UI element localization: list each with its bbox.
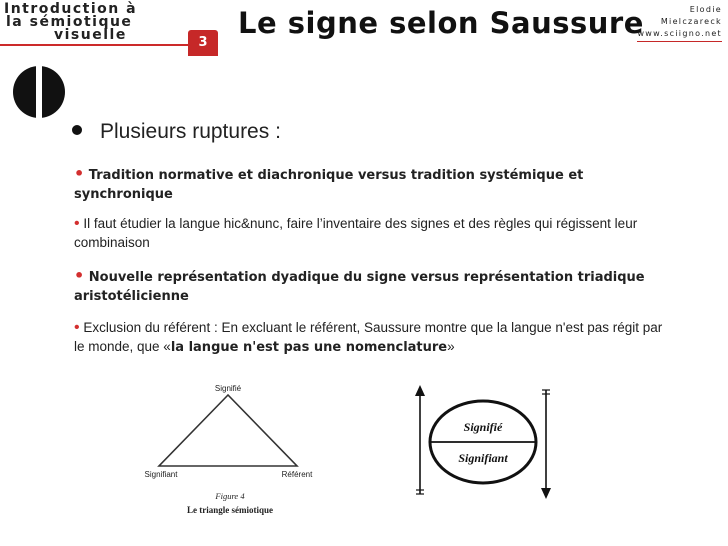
paragraph-exclusion-bold: la langue n'est pas une nomenclature xyxy=(170,340,448,355)
paragraph-tradition-text: Tradition normative et diachronique versus tradition systémique et synchronique xyxy=(74,168,584,202)
red-bullet-icon: • xyxy=(74,266,85,285)
paragraph-etudier-text: Il faut étudier la langue hic&nunc, faire l’inventaire des signes et des règles qui régissent leur combinaison xyxy=(74,216,638,250)
slide-title: Le signe selon Saussure xyxy=(238,6,644,40)
saussure-sign-figure xyxy=(408,382,568,506)
red-bullet-icon: • xyxy=(74,164,85,183)
header-accent-line xyxy=(0,44,190,46)
paragraph-representation-text: Nouvelle représentation dyadique du signe versus représentation triadique aristotélicienne xyxy=(74,270,645,304)
author-last-name: Mielczareck xyxy=(660,17,722,26)
paragraph-tradition xyxy=(74,164,664,204)
course-title-line-1: Introduction à xyxy=(4,1,138,17)
paragraph-etudier xyxy=(74,214,664,252)
author-block xyxy=(637,4,722,42)
paragraph-exclusion xyxy=(74,318,664,357)
page-number-badge: 3 xyxy=(188,30,218,56)
paragraph-representation xyxy=(74,266,664,306)
ellipse-top-label: Signifié xyxy=(463,420,503,434)
website-link[interactable]: www.sciigno.net xyxy=(637,28,722,42)
red-bullet-icon: • xyxy=(74,215,80,232)
bullet-dot-icon xyxy=(72,125,82,135)
ellipse-bottom-label: Signifiant xyxy=(458,451,508,465)
main-bullet-text: Plusieurs ruptures : xyxy=(100,120,281,143)
author-first-name: Elodie xyxy=(689,5,722,14)
main-bullet xyxy=(72,120,281,144)
red-bullet-icon: • xyxy=(74,319,80,336)
triangle-left-label: Signifiant xyxy=(144,470,178,479)
course-title-line-3: visuelle xyxy=(54,27,127,43)
semiotic-triangle-figure xyxy=(125,378,345,532)
course-title-line-2: la sémiotique xyxy=(6,14,133,30)
figure-caption-title: Le triangle sémiotique xyxy=(187,505,273,515)
logo-icon xyxy=(12,65,66,123)
course-title xyxy=(4,3,172,42)
paragraph-exclusion-text: Exclusion du référent : En excluant le référent, Saussure montre que la langue n'est pas régit par le monde, que « xyxy=(74,320,663,354)
triangle-top-label: Signifié xyxy=(214,384,242,393)
paragraph-exclusion-end: » xyxy=(447,339,455,354)
triangle-right-label: Référent xyxy=(281,470,313,479)
figure-caption-number: Figure 4 xyxy=(215,491,245,501)
